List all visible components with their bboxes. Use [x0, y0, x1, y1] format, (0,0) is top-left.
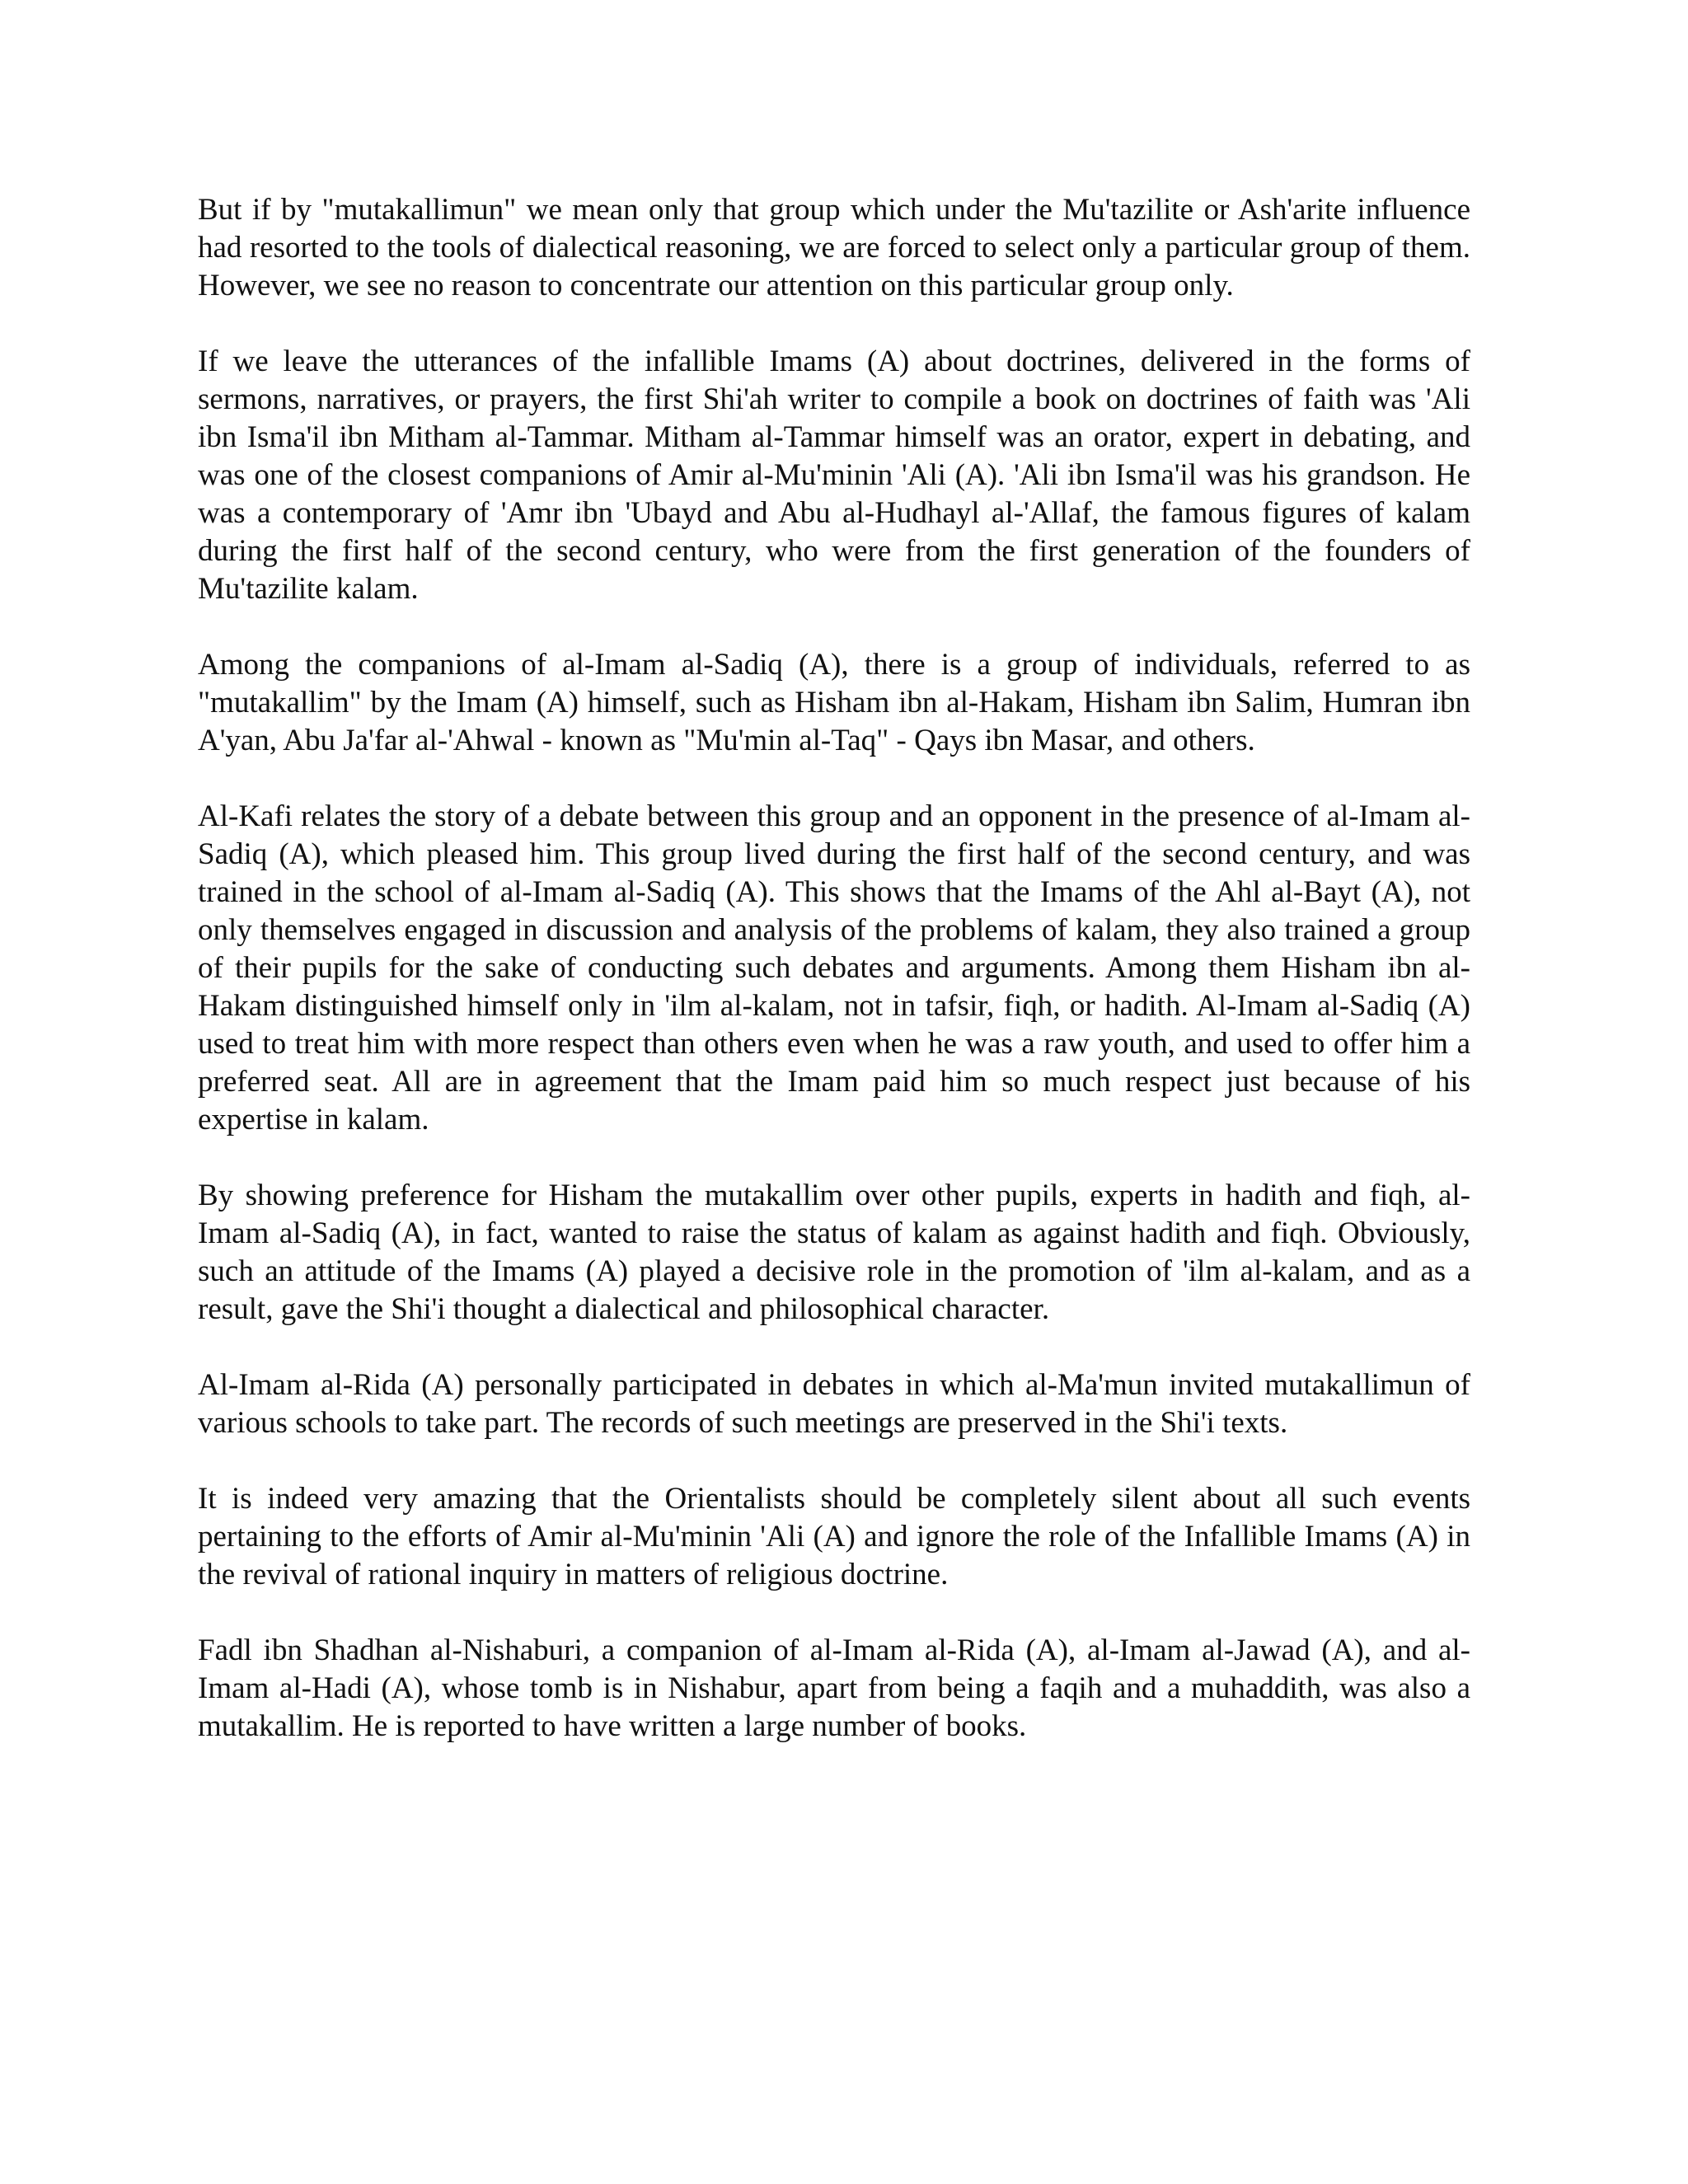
paragraph-first-shiah-writer: If we leave the utterances of the infallible Imams (A) about doctrines, delivered in the forms of sermons, narratives, or prayers, the first Shi'ah writer to compile a book on doctrines of faith was 'Ali ibn Isma'il ibn Mitham al-Tammar. Mitham al-Tammar himself was an orator, expert in debating, and was one of the closest companions of Amir al-Mu'minin 'Ali (A). 'Ali ibn Isma'il was his grandson. He was a contemporary of 'Amr ibn 'Ubayd and Abu al-Hudhayl al-'Allaf, the famous figures of kalam during the first half of the second century, who were from the first generation of the founders of Mu'tazilite kalam.	[198, 344, 1470, 606]
paragraph-al-rida-debates: Al-Imam al-Rida (A) personally participated in debates in which al-Ma'mun invited mutakallimun of various schools to take part. The records of such meetings are preserved in the Shi'i texts.	[198, 1368, 1470, 1440]
paragraph-fadl-ibn-shadhan: Fadl ibn Shadhan al-Nishaburi, a companion of al-Imam al-Rida (A), al-Imam al-Jawad (A), and al-Imam al-Hadi (A), whose tomb is in Nishabur, apart from being a faqih and a muhaddith, was also a mutakallim. He is reported to have written a large number of books.	[198, 1633, 1470, 1743]
paragraph-companions-of-al-sadiq: Among the companions of al-Imam al-Sadiq (A), there is a group of individuals, referred to as "mutakallim" by the Imam (A) himself, such as Hisham ibn al-Hakam, Hisham ibn Salim, Humran ibn A'yan, Abu Ja'far al-'Ahwal - known as "Mu'min al-Taq" - Qays ibn Masar, and others.	[198, 648, 1470, 757]
document-page	[198, 191, 1470, 1783]
paragraph-mutakallimun-definition: But if by "mutakallimun" we mean only that group which under the Mu'tazilite or Ash'arite influence had resorted to the tools of dialectical reasoning, we are forced to select only a particular group of them. However, we see no reason to concentrate our attention on this particular group only.	[198, 193, 1470, 302]
paragraph-al-kafi-debate: Al-Kafi relates the story of a debate between this group and an opponent in the presence of al-Imam al-Sadiq (A), which pleased him. This group lived during the first half of the second century, and was trained in the school of al-Imam al-Sadiq (A). This shows that the Imams of the Ahl al-Bayt (A), not only themselves engaged in discussion and analysis of the problems of kalam, they also trained a group of their pupils for the sake of conducting such debates and arguments. Among them Hisham ibn al-Hakam distinguished himself only in 'ilm al-kalam, not in tafsir, fiqh, or hadith. Al-Imam al-Sadiq (A) used to treat him with more respect than others even when he was a raw youth, and used to offer him a preferred seat. All are in agreement that the Imam paid him so much respect just because of his expertise in kalam.	[198, 799, 1470, 1137]
paragraph-orientalists-silence: It is indeed very amazing that the Orientalists should be completely silent about all such events pertaining to the efforts of Amir al-Mu'minin 'Ali (A) and ignore the role of the Infallible Imams (A) in the revival of rational inquiry in matters of religious doctrine.	[198, 1482, 1470, 1591]
paragraph-preference-for-hisham: By showing preference for Hisham the mutakallim over other pupils, experts in hadith and fiqh, al-Imam al-Sadiq (A), in fact, wanted to raise the status of kalam as against hadith and fiqh. Obviously, such an attitude of the Imams (A) played a decisive role in the promotion of 'ilm al-kalam, and as a result, gave the Shi'i thought a dialectical and philosophical character.	[198, 1179, 1470, 1326]
